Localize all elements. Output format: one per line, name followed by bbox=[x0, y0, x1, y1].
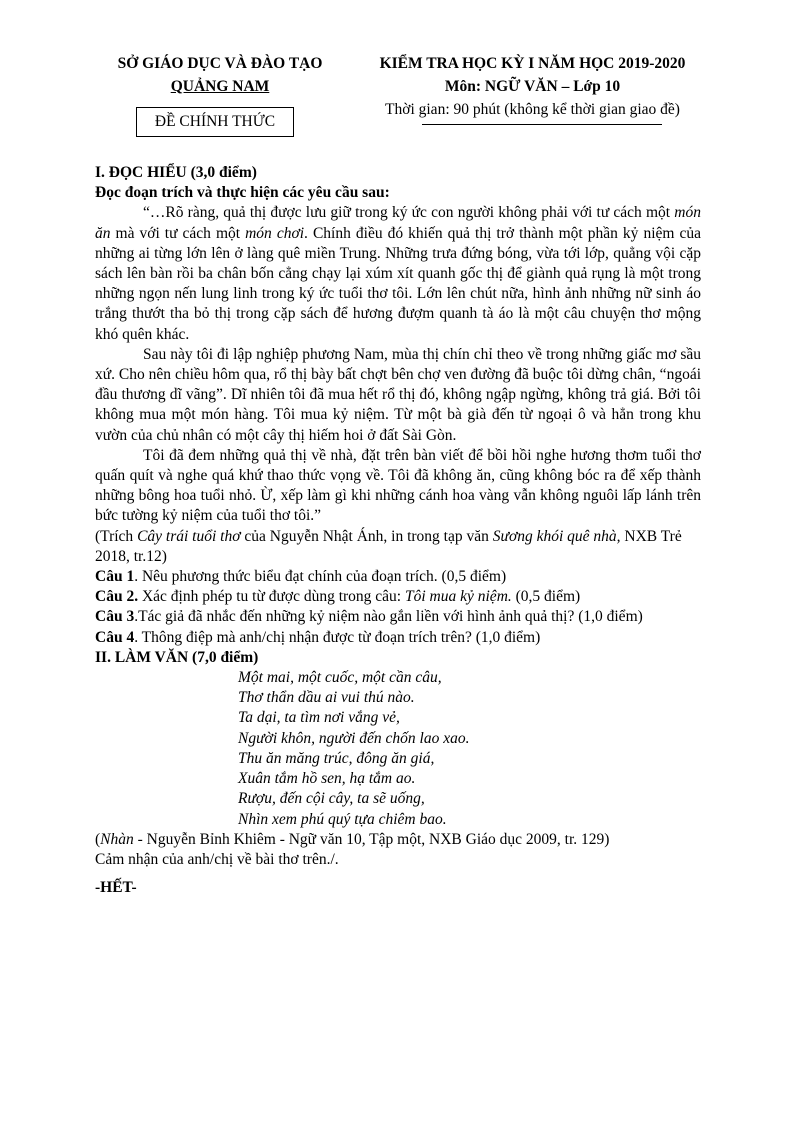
poem-src-b: - Nguyễn Bỉnh Khiêm - Ngữ văn 10, Tập một, NXB Giáo dục 2009, tr. 129) bbox=[133, 830, 610, 848]
header-underline bbox=[422, 124, 662, 125]
exam-title: KIỂM TRA HỌC KỲ I NĂM HỌC 2019-2020 bbox=[379, 55, 686, 72]
poem bbox=[238, 668, 701, 830]
poem-source bbox=[95, 830, 701, 850]
src-italic-1: Cây trái tuổi thơ bbox=[137, 527, 241, 545]
poem-line: Thơ thẩn dầu ai vui thú nào. bbox=[238, 689, 415, 707]
official-exam-box: ĐỀ CHÍNH THỨC bbox=[136, 107, 294, 137]
src-text-b: của Nguyễn Nhật Ánh, in trong tạp văn bbox=[240, 527, 493, 545]
passage-paragraph-3: Tôi đã đem những quả thị về nhà, đặt trên bàn viết để bồi hồi nghe hương thơm tuổi thơ quấn quít và nghe quá khứ thao thức vọng về. Tôi đã không ăn, cũng không bóc ra để xếp thành những bông hoa tuổi nhỏ. Ừ, xếp làm gì khi những cánh hoa vàng vẫn không nguôi lấp lánh trên bức tường kỷ niệm của tuổi thơ tôi.” bbox=[95, 446, 701, 525]
department-name: SỞ GIÁO DỤC VÀ ĐÀO TẠO bbox=[117, 55, 323, 72]
question-2-text: Xác định phép tu từ được dùng trong câu: bbox=[138, 588, 405, 606]
end-mark: -HẾT- bbox=[95, 879, 137, 897]
src-italic-2: Sương khói quê nhà, bbox=[492, 527, 621, 545]
essay-task: Cảm nhận của anh/chị về bài thơ trên./. bbox=[95, 850, 339, 868]
poem-line: Rượu, đến cội cây, ta sẽ uống, bbox=[238, 790, 425, 808]
question-1-text: . Nêu phương thức biểu đạt chính của đoạn trích. (0,5 điểm) bbox=[134, 568, 507, 586]
question-2 bbox=[95, 587, 701, 607]
section2-title: II. LÀM VĂN (7,0 điểm) bbox=[95, 648, 259, 666]
question-2-italic: Tôi mua kỷ niệm. bbox=[405, 588, 512, 606]
p1-text-c: . Chính điều đó khiến quả thị trở thành một phần kỷ niệm của những ai từng lớn lên ở làng quê miền Trung. Những trưa đứng bóng, vừa tới lớp, quẳng vội cặp sách lên bàn rồi ba chân bốn cẳng chạy lại xúm xít quanh gốc thị để giành quả rụng là một trong những ngọn nến lung linh trong ký ức tuổi thơ tôi. Lớn lên chút nữa, hình ảnh những nữ sinh áo trắng thướt tha bỏ thị trong cặp sách để hương đượm quanh tà áo là một câu chuyện thơ mộng khó quên khác. bbox=[95, 224, 701, 343]
poem-line: Ta dại, ta tìm nơi vắng vẻ, bbox=[238, 709, 400, 727]
question-4 bbox=[95, 628, 701, 648]
exam-time: Thời gian: 90 phút (không kể thời gian giao đề) bbox=[385, 101, 680, 118]
passage-source bbox=[95, 527, 701, 567]
question-3 bbox=[95, 607, 701, 627]
question-4-text: . Thông điệp mà anh/chị nhận được từ đoạn trích trên? (1,0 điểm) bbox=[134, 628, 541, 646]
passage-paragraph-1 bbox=[95, 203, 701, 344]
p1-text-b: mà với tư cách một bbox=[110, 224, 246, 242]
exam-header bbox=[350, 52, 715, 121]
question-4-label: Câu 4 bbox=[95, 628, 135, 646]
section1-title: I. ĐỌC HIỂU (3,0 điểm) bbox=[95, 164, 257, 181]
question-1-label: Câu 1 bbox=[95, 568, 135, 586]
exam-subject: Môn: NGỮ VĂN – Lớp 10 bbox=[444, 78, 621, 95]
passage-paragraph-2: Sau này tôi đi lập nghiệp phương Nam, mùa thị chín chỉ theo về trong những giấc mơ sầu xứ. Cho nên chiều hôm qua, rổ thị bày bất chợt bên chợ ven đường đã buộc tôi dừng chân, “ngoái đầu thương dĩ vãng”. Dĩ nhiên tôi đã mua hết rổ thị đó, không ngập ngừng, không trả giá. Bởi tôi không mua một món hàng. Tôi mua kỷ niệm. Từ một bà già đến từ ngoại ô và hẳn trong khu vườn của chủ nhân có một cây thị hiếm hoi ở đất Sài Gòn. bbox=[95, 345, 701, 444]
poem-line: Xuân tắm hồ sen, hạ tắm ao. bbox=[238, 770, 416, 788]
p1-italic-1: món ăn bbox=[95, 204, 701, 242]
poem-src-italic: Nhàn bbox=[100, 830, 134, 848]
question-2-tail: (0,5 điểm) bbox=[511, 588, 581, 606]
exam-content bbox=[95, 163, 701, 898]
poem-line: Thu ăn măng trúc, đông ăn giá, bbox=[238, 749, 435, 767]
p1-text-a: “…Rõ ràng, quả thị được lưu giữ trong ký ức con người không phải với tư cách một bbox=[143, 204, 675, 222]
poem-src-a: ( bbox=[95, 830, 101, 848]
question-1 bbox=[95, 567, 701, 587]
src-text-a: (Trích bbox=[95, 527, 138, 545]
poem-line: Một mai, một cuốc, một cần câu, bbox=[238, 669, 442, 687]
src-text-c: NXB Trẻ 2018, tr.12) bbox=[95, 527, 682, 565]
question-3-text: .Tác giả đã nhắc đến những kỷ niệm nào gắn liền với hình ảnh quả thị? (1,0 điểm) bbox=[134, 608, 643, 626]
province-name: QUẢNG NAM bbox=[170, 78, 270, 95]
poem-line: Người khôn, người đến chốn lao xao. bbox=[238, 729, 470, 747]
question-2-label: Câu 2. bbox=[95, 588, 139, 606]
p1-italic-2: món chơi bbox=[245, 224, 305, 242]
department-header bbox=[100, 52, 340, 98]
section1-instruction: Đọc đoạn trích và thực hiện các yêu cầu sau: bbox=[95, 184, 390, 202]
question-3-label: Câu 3 bbox=[95, 608, 135, 626]
poem-line: Nhìn xem phú quý tựa chiêm bao. bbox=[238, 810, 447, 828]
